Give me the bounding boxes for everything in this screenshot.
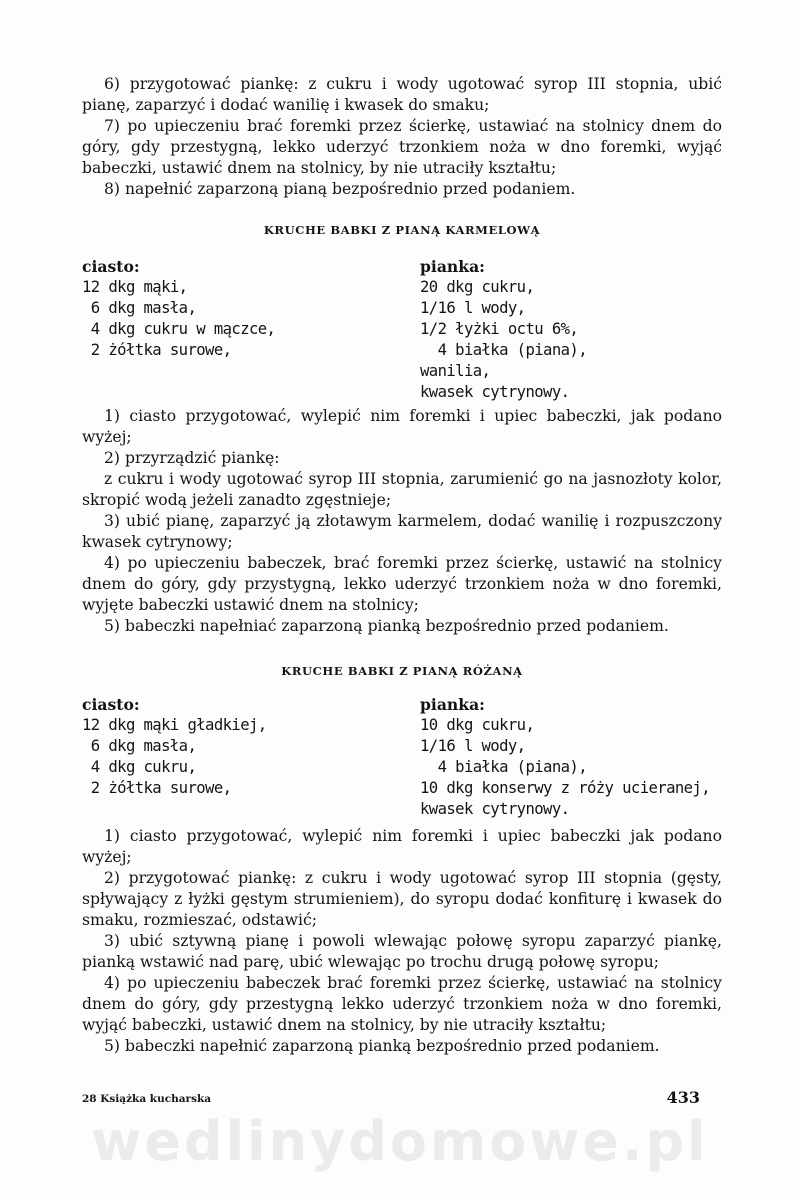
ingredient-line: kwasek cytrynowy. bbox=[420, 800, 570, 818]
recipe-1-title: KRUCHE BABKI Z PIANĄ KARMELOWĄ bbox=[263, 223, 541, 237]
intro-step-8: 8) napełnić zaparzoną pianą bezpośrednio przed podaniem. bbox=[104, 180, 576, 198]
ciasto-label: ciasto: bbox=[82, 695, 140, 714]
recipe-1-step: 5) babeczki napełniać zaparzoną pianką bezpośrednio przed podaniem. bbox=[104, 617, 669, 635]
ciasto-label: ciasto: bbox=[82, 257, 140, 276]
recipe-1-pianka-column bbox=[420, 256, 587, 403]
ingredient-line: 12 dkg mąki gładkiej, bbox=[82, 716, 267, 734]
recipe-2-steps bbox=[82, 826, 722, 1057]
ingredient-line: 20 dkg cukru, bbox=[420, 278, 535, 296]
ingredient-line: 4 białka (piana), bbox=[420, 341, 587, 359]
recipe-1-ciasto-column bbox=[82, 256, 275, 361]
pianka-label: pianka: bbox=[420, 257, 485, 276]
recipe-2-step: 2) przygotować piankę: z cukru i wody ugotować syrop III stopnia (gęsty, spływający z łyżki gęstym strumieniem), do syropu dodać konfiturę i kwasek do smaku, rozmieszać, odstawić; bbox=[82, 869, 722, 929]
ingredient-line: 4 białka (piana), bbox=[420, 758, 587, 776]
recipe-2-pianka-column bbox=[420, 694, 710, 820]
intro-step-6: 6) przygotować piankę: z cukru i wody ugotować syrop III stopnia, ubić pianę, zaparzyć i dodać wanilię i kwasek do smaku; bbox=[82, 75, 722, 114]
ingredient-line: 10 dkg konserwy z róży ucieranej, bbox=[420, 779, 711, 797]
footer-signature: 28 Książka kucharska bbox=[82, 1093, 212, 1105]
recipe-1-step: z cukru i wody ugotować syrop III stopnia, zarumienić go na jasnozłoty kolor, skropić wodą jeżeli zanadto zgęstnieje; bbox=[82, 470, 722, 509]
recipe-2-ciasto-column bbox=[82, 694, 267, 799]
recipe-1-step: 4) po upieczeniu babeczek, brać foremki przez ścierkę, ustawić na stolnicy dnem do góry, gdy przystygną, lekko uderzyć trzonkiem noża w dno foremki, wyjęte babeczki ustawić dnem na stolnicy; bbox=[82, 554, 722, 614]
ingredient-line: 4 dkg cukru, bbox=[82, 758, 197, 776]
pianka-label: pianka: bbox=[420, 695, 485, 714]
ingredient-line: 1/16 l wody, bbox=[420, 299, 526, 317]
ingredient-line: 6 dkg masła, bbox=[82, 737, 197, 755]
recipe-2-title: KRUCHE BABKI Z PIANĄ RÓŻANĄ bbox=[281, 664, 523, 678]
watermark-logo: wedlinydomowe.pl bbox=[91, 1110, 709, 1173]
recipe-2-step: 5) babeczki napełnić zaparzoną pianką bezpośrednio przed podaniem. bbox=[104, 1037, 660, 1055]
ingredient-line: 12 dkg mąki, bbox=[82, 278, 188, 296]
page-number: 433 bbox=[666, 1088, 700, 1107]
intro-steps bbox=[82, 74, 722, 200]
recipe-2-step: 3) ubić sztywną pianę i powoli wlewając połowę syropu zaparzyć piankę, pianką wstawić nad parę, ubić wlewając po trochu drugą połowę syropu; bbox=[82, 932, 722, 971]
ingredient-line: kwasek cytrynowy. bbox=[420, 383, 570, 401]
recipe-2-step: 1) ciasto przygotować, wylepić nim foremki i upiec babeczki jak podano wyżej; bbox=[82, 827, 722, 866]
ingredient-line: 2 żółtka surowe, bbox=[82, 341, 232, 359]
intro-step-7: 7) po upieczeniu brać foremki przez ścierkę, ustawiać na stolnicy dnem do góry, gdy przestygną, lekko uderzyć trzonkiem noża w dno foremki, wyjąć babeczki, ustawić dnem na stolnicy, by nie utraciły kształtu; bbox=[82, 117, 722, 177]
recipe-1-step: 2) przyrządzić piankę: bbox=[104, 449, 280, 467]
ingredient-line: wanilia, bbox=[420, 362, 491, 380]
recipe-1-step: 1) ciasto przygotować, wylepić nim foremki i upiec babeczki, jak podano wyżej; bbox=[82, 407, 722, 446]
ingredient-line: 2 żółtka surowe, bbox=[82, 779, 232, 797]
recipe-1-step: 3) ubić pianę, zaparzyć ją złotawym karmelem, dodać wanilię i rozpuszczony kwasek cytrynowy; bbox=[82, 512, 722, 551]
ingredient-line: 1/16 l wody, bbox=[420, 737, 526, 755]
ingredient-line: 10 dkg cukru, bbox=[420, 716, 535, 734]
ingredient-line: 6 dkg masła, bbox=[82, 299, 197, 317]
ingredient-line: 4 dkg cukru w mączce, bbox=[82, 320, 276, 338]
recipe-1-steps bbox=[82, 406, 722, 637]
recipe-2-step: 4) po upieczeniu babeczek brać foremki przez ścierkę, ustawiać na stolnicy dnem do góry, gdy przestygną lekko uderzyć trzonkiem noża w dno foremki, wyjąć babeczki, ustawić dnem na stolnicy, by nie utraciły kształtu; bbox=[82, 974, 722, 1034]
ingredient-line: 1/2 łyżki octu 6%, bbox=[420, 320, 579, 338]
